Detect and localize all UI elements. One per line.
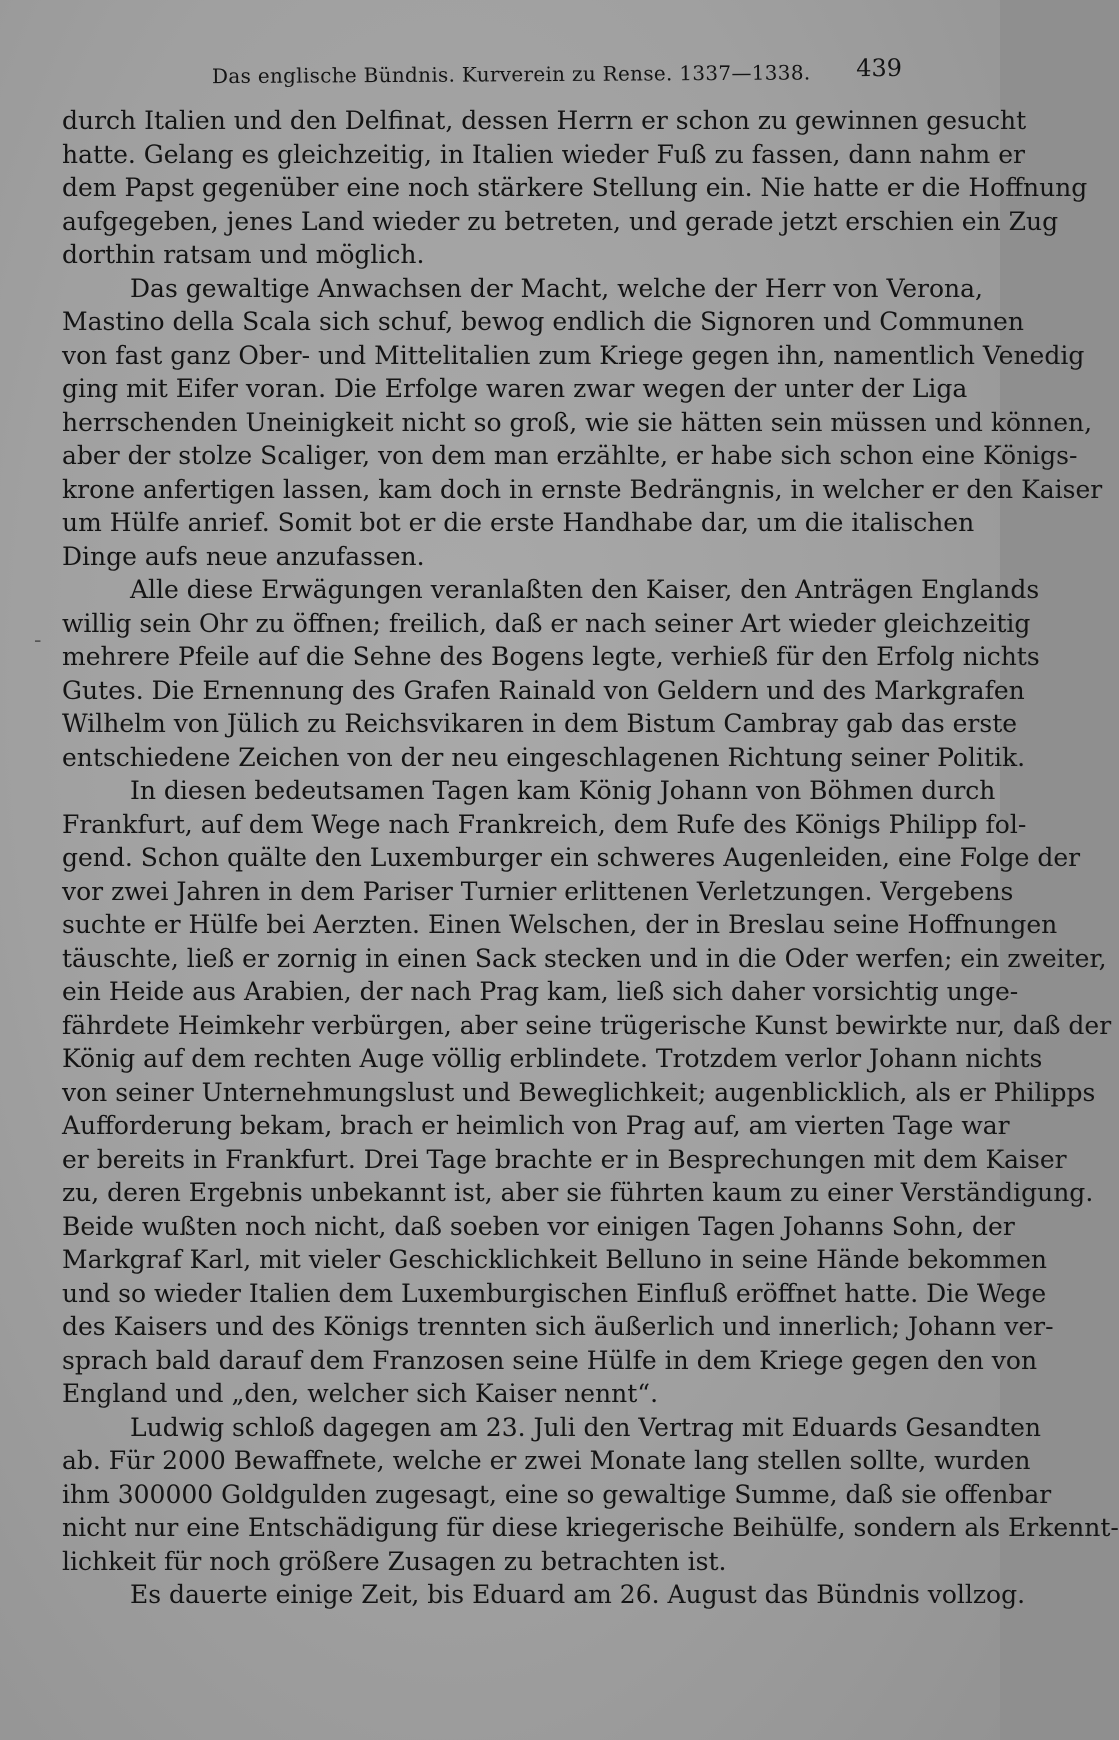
text-line: ein Heide aus Arabien, der nach Prag kam, ließ sich daher vorsichtig unge- <box>62 977 1019 1006</box>
text-line: Frankfurt, auf dem Wege nach Frankreich, dem Rufe des Königs Philipp fol- <box>62 809 1027 839</box>
text-line: Wilhelm von Jülich zu Reichsvikaren in dem Bistum Cambray gab das erste <box>62 709 1018 738</box>
text-line: und so wieder Italien dem Luxemburgischen Einfluß eröffnet hatte. Die Wege <box>62 1278 1047 1308</box>
text-line: Markgraf Karl, mit vieler Geschicklichkeit Belluno in seine Hände bekommen <box>62 1245 1047 1274</box>
margin-mark: - <box>34 628 42 653</box>
text-line: dem Papst gegenüber eine noch stärkere Stellung ein. Nie hatte er die Hoffnung <box>62 173 1088 202</box>
text-line: lichkeit für noch größere Zusagen zu betrachten ist. <box>62 1546 727 1576</box>
text-line: Das gewaltige Anwachsen der Macht, welche der Herr von Verona, <box>130 273 983 303</box>
text-line: aufgegeben, jenes Land wieder zu betreten, und gerade jetzt erschien ein Zug <box>62 206 1059 236</box>
text-line: um Hülfe anrief. Somit bot er die erste Handhabe dar, um die italischen <box>62 508 975 537</box>
running-head: Das englische Bündnis. Kurverein zu Rense. 1337—1338. <box>211 60 811 89</box>
text-line: von seiner Unternehmungslust und Beweglichkeit; augenblicklich, als er Philipps <box>62 1077 1096 1107</box>
text-line: ging mit Eifer voran. Die Erfolge waren zwar wegen der unter der Liga <box>62 374 968 403</box>
text-line: täuschte, ließ er zornig in einen Sack stecken und in die Oder werfen; ein zweiter, <box>62 943 1107 973</box>
text-line: Alle diese Erwägungen veranlaßten den Kaiser, den Anträgen Englands <box>130 575 1040 604</box>
text-line: In diesen bedeutsamen Tagen kam König Johann von Böhmen durch <box>130 776 996 805</box>
text-line: ab. Für 2000 Bewaffnete, welche er zwei Monate lang stellen sollte, wurden <box>62 1446 1031 1475</box>
text-line: krone anfertigen lassen, kam doch in ernste Bedrängnis, in welcher er den Kaiser <box>62 474 1103 504</box>
text-line: vor zwei Jahren in dem Pariser Turnier erlittenen Verletzungen. Vergebens <box>62 876 1014 906</box>
text-line: ihm 300000 Goldgulden zugesagt, eine so gewaltige Summe, daß sie offenbar <box>62 1479 1052 1509</box>
text-line: fährdete Heimkehr verbürgen, aber seine trügerische Kunst bewirkte nur, daß der <box>62 1010 1112 1040</box>
text-line: suchte er Hülfe bei Aerzten. Einen Welschen, der in Breslau seine Hoffnungen <box>62 910 1058 939</box>
body-text <box>62 104 1119 1612</box>
text-line: König auf dem rechten Auge völlig erblindete. Trotzdem verlor Johann nichts <box>62 1044 1043 1073</box>
text-line: herrschenden Uneinigkeit nicht so groß, wie sie hätten sein müssen und können, <box>62 407 1093 437</box>
text-line: sprach bald darauf dem Franzosen seine Hülfe in dem Kriege gegen den von <box>62 1345 1038 1375</box>
text-line: hatte. Gelang es gleichzeitig, in Italien wieder Fuß zu fassen, dann nahm er <box>62 139 1025 169</box>
text-line: des Kaisers und des Königs trennten sich äußerlich und innerlich; Johann ver- <box>62 1312 1054 1341</box>
page-header <box>212 54 902 94</box>
page-number: 439 <box>856 53 903 83</box>
text-line: zu, deren Ergebnis unbekannt ist, aber sie führten kaum zu einer Verständigung. <box>62 1178 1094 1207</box>
text-line: entschiedene Zeichen von der neu eingeschlagenen Richtung seiner Politik. <box>62 742 1026 772</box>
text-line: Beide wußten noch nicht, daß soeben vor einigen Tagen Johanns Sohn, der <box>62 1211 1015 1241</box>
text-line: Gutes. Die Ernennung des Grafen Rainald von Geldern und des Markgrafen <box>62 675 1025 705</box>
text-line: gend. Schon quälte den Luxemburger ein schweres Augenleiden, eine Folge der <box>62 843 1081 872</box>
text-line: dorthin ratsam und möglich. <box>62 240 425 269</box>
text-line: Mastino della Scala sich schuf, bewog endlich die Signoren und Communen <box>62 307 1024 336</box>
text-line: willig sein Ohr zu öffnen; freilich, daß er nach seiner Art wieder gleichzeitig <box>62 608 1031 638</box>
text-line: er bereits in Frankfurt. Drei Tage brachte er in Besprechungen mit dem Kaiser <box>62 1144 1067 1174</box>
text-line: Es dauerte einige Zeit, bis Eduard am 26. August das Bündnis vollzog. <box>130 1580 1026 1609</box>
text-line: nicht nur eine Entschädigung für diese kriegerische Beihülfe, sondern als Erkennt- <box>62 1513 1119 1542</box>
text-line: mehrere Pfeile auf die Sehne des Bogens legte, verhieß für den Erfolg nichts <box>62 642 1040 671</box>
text-line: durch Italien und den Delfinat, dessen Herrn er schon zu gewinnen gesucht <box>62 106 1027 135</box>
text-line: aber der stolze Scaliger, von dem man erzählte, er habe sich schon eine Königs- <box>62 441 1078 470</box>
text-line: Aufforderung bekam, brach er heimlich von Prag auf, am vierten Tage war <box>62 1111 1010 1140</box>
text-line: von fast ganz Ober- und Mittelitalien zum Kriege gegen ihn, namentlich Venedig <box>62 340 1085 370</box>
text-line: Dinge aufs neue anzufassen. <box>62 541 425 571</box>
text-line: England und „den, welcher sich Kaiser nennt“. <box>62 1379 659 1408</box>
text-line: Ludwig schloß dagegen am 23. Juli den Vertrag mit Eduards Gesandten <box>130 1412 1041 1442</box>
